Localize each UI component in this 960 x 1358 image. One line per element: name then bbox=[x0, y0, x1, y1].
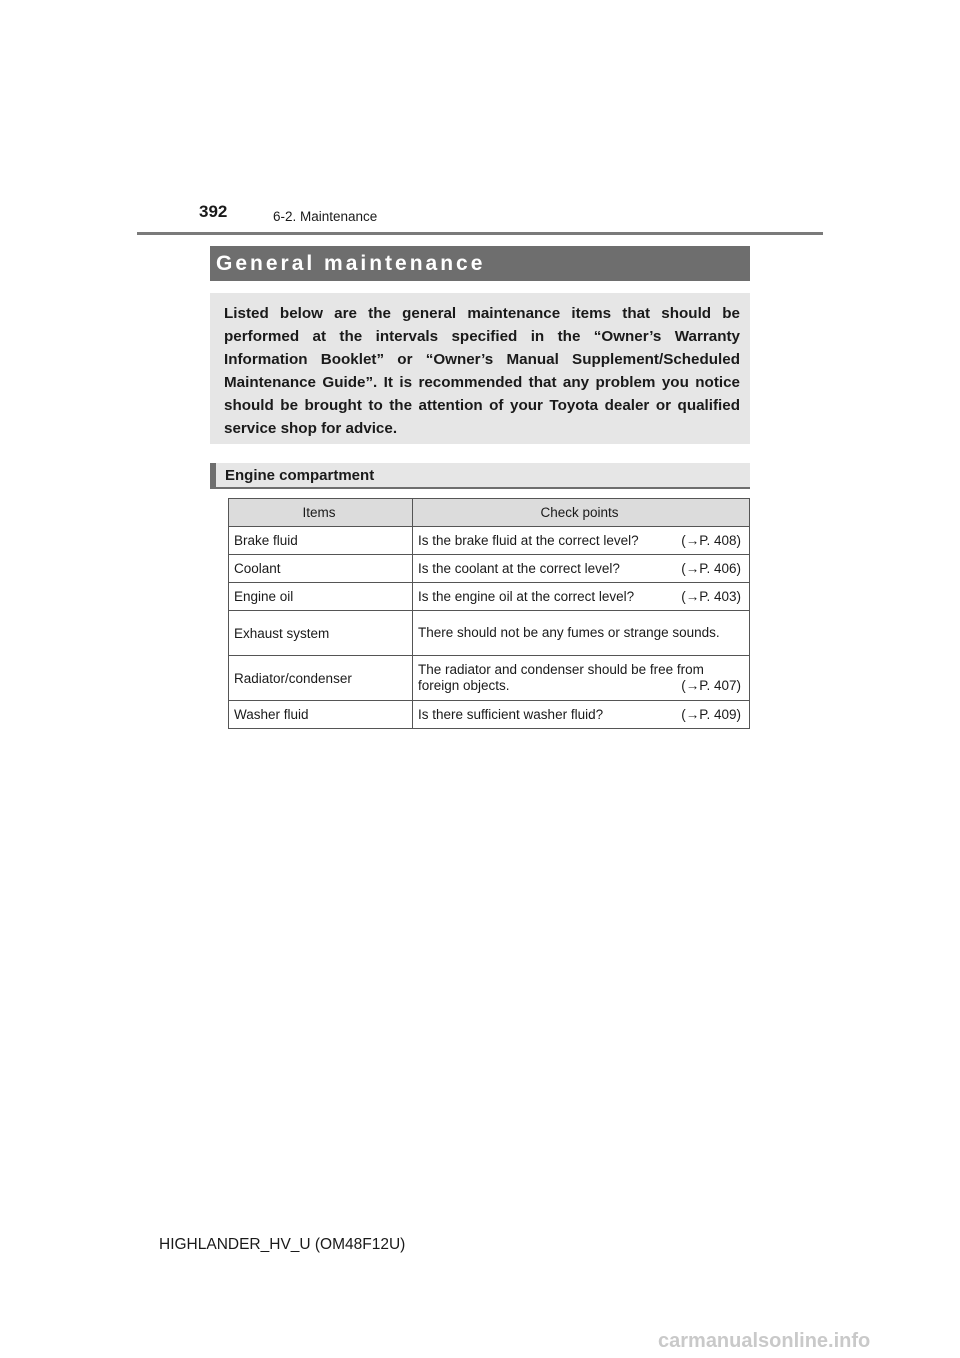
item-cell: Radiator/condenser bbox=[229, 656, 413, 701]
intro-text: Listed below are the general maintenance items that should be performed at the intervals specified in the “Owner’s Warranty Information Booklet” or “Owner’s Manual Supplement/Scheduled Maintenance Guide”. It is recommended that any problem you notice should be brought to the attention of your Toyota dealer or qualified service shop for advice. bbox=[210, 293, 750, 444]
watermark: carmanualsonline.info bbox=[658, 1330, 871, 1352]
page-reference: (→P. 407) bbox=[681, 678, 741, 693]
page-reference: (→P. 406) bbox=[681, 561, 741, 576]
check-text: The radiator and condenser should be free from foreign objects. bbox=[418, 662, 704, 693]
table-row bbox=[229, 611, 750, 656]
check-cell bbox=[413, 611, 750, 656]
item-cell: Coolant bbox=[229, 555, 413, 583]
check-cell bbox=[413, 555, 750, 583]
item-cell: Washer fluid bbox=[229, 701, 413, 729]
item-cell: Exhaust system bbox=[229, 611, 413, 656]
check-text: There should not be any fumes or strange sounds. bbox=[418, 625, 720, 640]
item-cell: Engine oil bbox=[229, 583, 413, 611]
check-cell bbox=[413, 656, 750, 701]
table-header-row bbox=[229, 499, 750, 527]
check-text: Is the coolant at the correct level? bbox=[418, 561, 620, 576]
table-row bbox=[229, 527, 750, 555]
table-row bbox=[229, 701, 750, 729]
check-cell bbox=[413, 527, 750, 555]
section-subheading: Engine compartment bbox=[210, 463, 750, 489]
header-rule bbox=[137, 232, 823, 235]
check-text: Is the engine oil at the correct level? bbox=[418, 589, 635, 604]
page-title: General maintenance bbox=[210, 246, 750, 281]
footer-model-code: HIGHLANDER_HV_U (OM48F12U) bbox=[159, 1236, 406, 1253]
maintenance-table bbox=[228, 498, 750, 729]
page-reference: (→P. 408) bbox=[681, 533, 741, 548]
page-number: 392 bbox=[199, 202, 228, 221]
table-row bbox=[229, 583, 750, 611]
page-reference: (→P. 409) bbox=[681, 707, 741, 722]
check-cell bbox=[413, 583, 750, 611]
column-header-items: Items bbox=[229, 499, 413, 527]
check-text: Is the brake fluid at the correct level? bbox=[418, 533, 639, 548]
check-cell bbox=[413, 701, 750, 729]
table-row bbox=[229, 656, 750, 701]
page-reference: (→P. 403) bbox=[681, 589, 741, 604]
item-cell: Brake fluid bbox=[229, 527, 413, 555]
section-label: 6-2. Maintenance bbox=[273, 209, 378, 224]
table-row bbox=[229, 555, 750, 583]
check-text: Is there sufficient washer fluid? bbox=[418, 707, 604, 722]
column-header-check-points: Check points bbox=[413, 499, 750, 527]
